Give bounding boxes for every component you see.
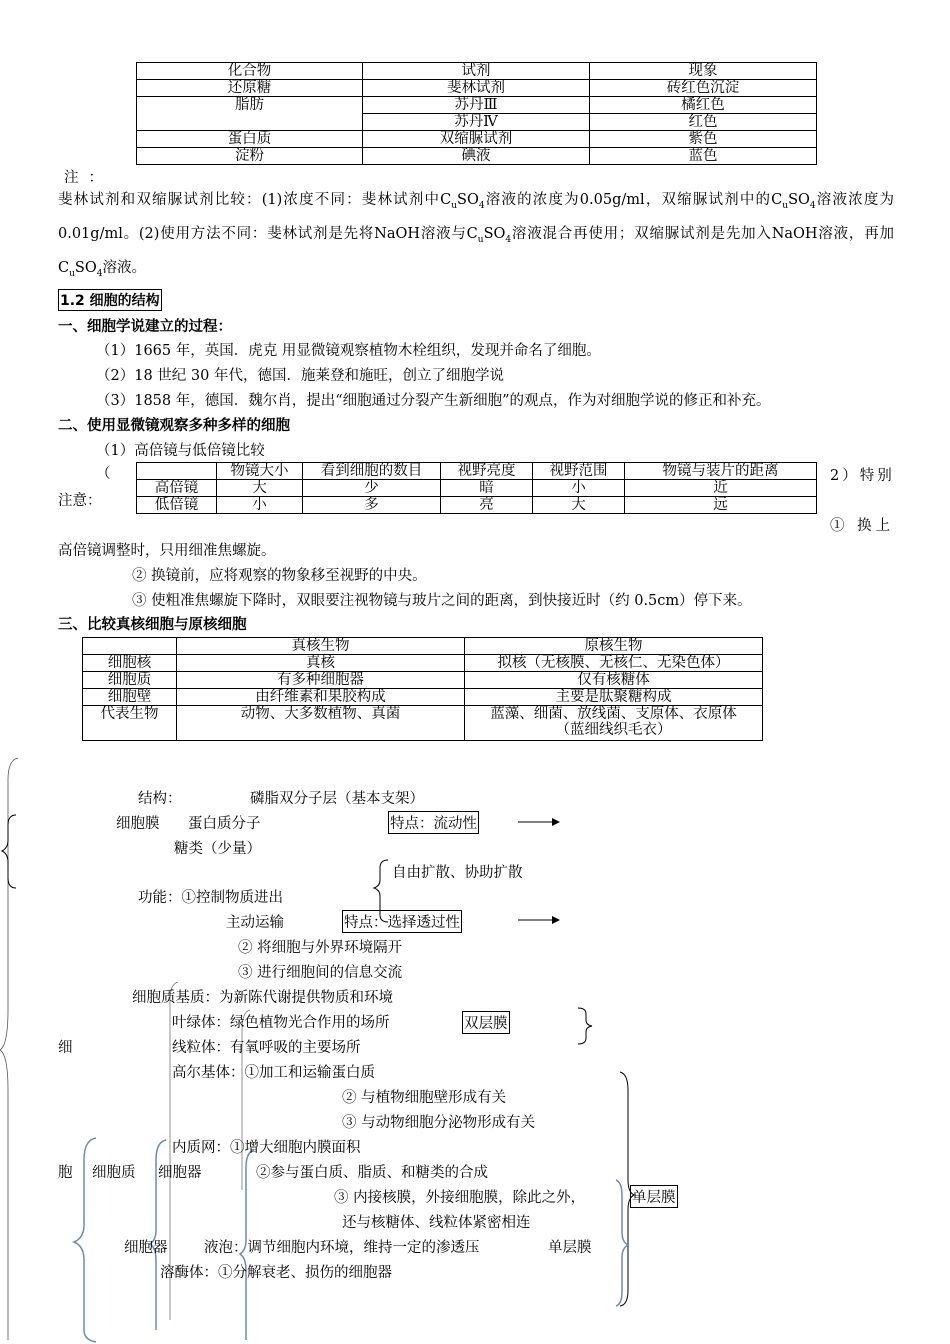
reagent-cell: 蓝色 <box>590 148 817 165</box>
microscope-cell: 多 <box>303 497 441 514</box>
note-label: 注： <box>64 170 113 186</box>
note-text: 溶液浓度为0.01g/ml。(2)使用方法不同：斐林试剂是先将NaOH溶液与C <box>58 192 894 242</box>
cell-cell: 由纤维素和果胶构成 <box>177 689 465 706</box>
compare-label: （1）高倍镜与低倍镜比较 <box>96 443 265 459</box>
single-membrane-label-2: 单层膜 <box>548 1240 592 1256</box>
cytoplasm-label: 细胞质 <box>92 1165 136 1181</box>
double-membrane-label: 双层膜 <box>462 1011 510 1034</box>
special-label: 2）特别 <box>830 468 895 484</box>
microscope-cell: 大 <box>217 480 303 497</box>
reagent-cell: 红色 <box>590 114 817 131</box>
microscope-header: 看到细胞的数目 <box>303 463 441 480</box>
fluidity-feature: 特点：流动性 <box>388 811 479 834</box>
microscope-cell: 小 <box>533 480 625 497</box>
outer-brace <box>0 758 18 1340</box>
sugar-label: 糖类（少量） <box>174 841 261 857</box>
microscope-cell: 低倍镜 <box>137 497 217 514</box>
function-3: ③ 进行细胞间的信息交流 <box>238 965 403 981</box>
golgi-3: ③ 与动物细胞分泌物形成有关 <box>342 1115 536 1131</box>
diffusion-label: 自由扩散、协助扩散 <box>392 865 523 881</box>
function-2: ② 将细胞与外界环境隔开 <box>238 940 403 956</box>
active-transport: 主动运输 <box>226 915 284 931</box>
reagent-cell: 橘红色 <box>590 97 817 114</box>
microscope-cell: 小 <box>217 497 303 514</box>
organelle-label-2: 细胞器 <box>124 1240 168 1256</box>
selective-arrowhead <box>552 916 560 924</box>
reagent-cell: 砖红色沉淀 <box>590 80 817 97</box>
reagent-cell: 淀粉 <box>137 148 363 165</box>
reagent-cell: 碘液 <box>363 148 590 165</box>
note1-rest: 高倍镜调整时，只用细准焦螺旋。 <box>58 543 276 559</box>
note-text: 溶液的浓度为0.05g/ml，双缩脲试剂中的C <box>484 192 783 208</box>
note3: ③ 使粗准焦螺旋下降时，双眼要注视物镜与玻片之间的距离，到快接近时（约 0.5cm）停下来。 <box>132 593 752 609</box>
single-membrane-label: 单层膜 <box>630 1185 678 1208</box>
note-sub: 4 <box>505 234 512 245</box>
cell-cell-line: 蓝藻、细菌、放线菌、支原体、衣原体 <box>490 706 737 722</box>
cell-cell: 细胞壁 <box>83 689 177 706</box>
chloroplast: 叶绿体：绿色植物光合作用的场所 <box>172 1015 390 1031</box>
note-text: 溶液。 <box>102 259 146 276</box>
cell-cell: 代表生物 <box>83 706 177 741</box>
cell-cell: 细胞质 <box>83 672 177 689</box>
reagent-cell: 还原糖 <box>137 80 363 97</box>
organelle-label: 细胞器 <box>158 1165 202 1181</box>
note-sub: 4 <box>96 268 103 279</box>
note-text: SO <box>457 192 479 208</box>
reagent-cell: 紫色 <box>590 131 817 148</box>
reagent-cell: 苏丹Ⅳ <box>363 114 590 131</box>
note-sub: 4 <box>809 200 816 211</box>
cell-header: 真核生物 <box>177 638 465 655</box>
reagent-cell: 脂肪 <box>137 97 363 131</box>
reagent-header-compound: 化合物 <box>137 63 363 80</box>
theory-item: （2）18 世纪 30 年代，德国．施莱登和施旺，创立了细胞学说 <box>96 368 504 384</box>
fluidity-arrowhead <box>552 818 560 826</box>
er-1: 内质网：①增大细胞内膜面积 <box>172 1140 361 1156</box>
note2: ② 换镜前，应将观察的物象移至视野的中央。 <box>132 568 427 584</box>
cell-header: 原核生物 <box>465 638 763 655</box>
microscope-cell: 远 <box>625 497 817 514</box>
note-text: 斐林试剂和双缩脲试剂比较：(1)浓度不同：斐林试剂中C <box>58 192 452 208</box>
paren-open: （ <box>96 466 111 482</box>
microscope-cell: 大 <box>533 497 625 514</box>
cell-cell: 动物、大多数植物、真菌 <box>177 706 465 741</box>
note-sub: u <box>477 234 484 245</box>
blue-brace-right <box>616 1180 628 1306</box>
golgi-1: 高尔基体：①加工和运输蛋白质 <box>172 1065 375 1081</box>
cell-char-2: 胞 <box>58 1165 73 1181</box>
microscope-cell: 近 <box>625 480 817 497</box>
er-3: ③ 内接核膜，外接细胞膜，除此之外， <box>334 1190 586 1206</box>
theory-item: （1）1665 年，英国．虎克 用显微镜观察植物木栓组织，发现并命名了细胞。 <box>96 343 601 359</box>
mitochondria: 线粒体：有氧呼吸的主要场所 <box>172 1040 361 1056</box>
membrane-brace <box>2 815 16 888</box>
er-2: ②参与蛋白质、脂质、和糖类的合成 <box>256 1165 488 1181</box>
membrane-label: 细胞膜 <box>116 816 160 832</box>
structure-label: 结构： <box>138 791 182 807</box>
microscope-header: 物镜与装片的距离 <box>625 463 817 480</box>
er-4: 还与核糖体、线粒体紧密相连 <box>342 1215 531 1231</box>
reagent-cell: 双缩脲试剂 <box>363 131 590 148</box>
lysosome: 溶酶体：①分解衰老、损伤的细胞器 <box>160 1265 392 1281</box>
double-membrane-brace <box>578 1008 592 1044</box>
note-text: 溶液混合再使用；双缩脲试剂是先加入NaOH溶液，再加C <box>58 225 894 276</box>
theory-heading: 一、细胞学说建立的过程： <box>58 319 232 335</box>
microscope-cell: 高倍镜 <box>137 480 217 497</box>
cell-cell: 拟核（无核膜、无核仁、无染色体） <box>465 655 763 672</box>
microscope-cell: 暗 <box>441 480 533 497</box>
theory-item: （3）1858 年，德国．魏尔肖，提出“细胞通过分裂产生新细胞”的观点，作为对细胞学说的修正和补充。 <box>96 393 771 409</box>
microscope-header: 视野范围 <box>533 463 625 480</box>
reagent-header-reagent: 试剂 <box>363 63 590 80</box>
cell-cell: 主要是肽聚糖构成 <box>465 689 763 706</box>
microscope-header: 视野亮度 <box>441 463 533 480</box>
cell-char-1: 细 <box>58 1040 73 1056</box>
function-1: 功能：①控制物质进出 <box>138 890 283 906</box>
note-text: SO <box>74 259 97 276</box>
reagent-cell: 苏丹Ⅲ <box>363 97 590 114</box>
mnemonic: （蓝细线织毛衣） <box>555 722 672 738</box>
note-sub: u <box>451 200 458 211</box>
attention-label: 注意： <box>58 493 102 509</box>
microscope-cell: 亮 <box>441 497 533 514</box>
reagent-cell: 蛋白质 <box>137 131 363 148</box>
cells-heading: 三、比较真核细胞与原核细胞 <box>58 617 247 633</box>
cell-cell: 仅有核糖体 <box>465 672 763 689</box>
note1-start: ① 换上 <box>830 518 895 534</box>
note-sub: 4 <box>478 200 485 211</box>
microscope-heading: 二、使用显微镜观察多种多样的细胞 <box>58 418 290 434</box>
reagent-cell: 斐林试剂 <box>363 80 590 97</box>
microscope-cell: 少 <box>303 480 441 497</box>
selective-feature: 特点：选择透过性 <box>342 910 462 933</box>
note-sub: u <box>782 200 789 211</box>
cell-cell: 细胞核 <box>83 655 177 672</box>
lipid-bilayer: 磷脂双分子层（基本支架） <box>250 791 424 807</box>
protein-label: 蛋白质分子 <box>188 816 261 832</box>
note-text: SO <box>483 225 506 242</box>
reagent-header-phenomenon: 现象 <box>590 63 817 80</box>
vacuole: 液泡：调节细胞内环境，维持一定的渗透压 <box>204 1240 480 1256</box>
cell-cell: 有多种细胞器 <box>177 672 465 689</box>
note-text: SO <box>788 192 810 208</box>
golgi-2: ② 与植物细胞壁形成有关 <box>342 1090 507 1106</box>
section-title: 1.2 细胞的结构 <box>58 289 162 311</box>
note-sub: u <box>69 268 75 279</box>
cell-cell: 真核 <box>177 655 465 672</box>
cytoplasm-matrix: 细胞质基质：为新陈代谢提供物质和环境 <box>132 990 393 1006</box>
microscope-header: 物镜大小 <box>217 463 303 480</box>
